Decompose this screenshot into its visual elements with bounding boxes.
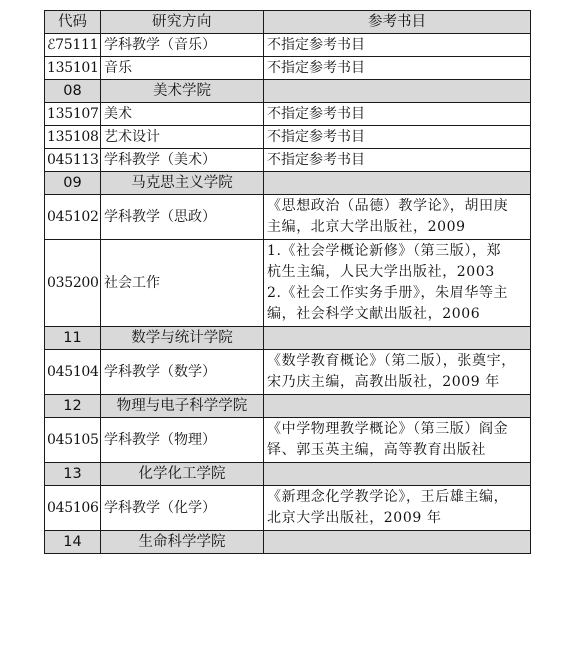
header-code: 代码 bbox=[45, 11, 101, 34]
reference-line: 《中学物理教学概论》（第三版）阎金 bbox=[267, 421, 509, 437]
reference-line: 杭生主编，人民大学出版社，2003 bbox=[267, 264, 495, 280]
reference-line: 铎、郭玉英主编，高等教育出版社 bbox=[267, 442, 486, 458]
section-empty-cell bbox=[264, 463, 531, 486]
catalog-body bbox=[45, 11, 531, 554]
program-code: 045104 bbox=[45, 350, 101, 395]
program-code: 035200 bbox=[45, 240, 101, 327]
reference-line: 主编，北京大学出版社，2009 bbox=[267, 219, 466, 235]
section-empty-cell bbox=[264, 80, 531, 103]
reference-line: 编，社会科学文献出版社，2006 bbox=[267, 306, 481, 322]
section-title: 数学与统计学院 bbox=[101, 327, 264, 350]
section-header-row bbox=[45, 80, 531, 103]
section-empty-cell bbox=[264, 395, 531, 418]
section-title: 化学化工学院 bbox=[101, 463, 264, 486]
reference-books bbox=[264, 486, 531, 531]
research-direction: 学科教学（思政） bbox=[101, 195, 264, 240]
reference-books bbox=[264, 149, 531, 172]
reference-books bbox=[264, 103, 531, 126]
research-direction: 学科教学（化学） bbox=[101, 486, 264, 531]
reference-line: 1.《社会学概论新修》（第三版），郑 bbox=[267, 243, 502, 259]
table-row bbox=[45, 149, 531, 172]
section-code: 12 bbox=[45, 395, 101, 418]
section-title: 物理与电子科学学院 bbox=[101, 395, 264, 418]
section-code: 11 bbox=[45, 327, 101, 350]
program-code: 045113 bbox=[45, 149, 101, 172]
program-code: ℰ75111 bbox=[45, 34, 101, 57]
table-row bbox=[45, 195, 531, 240]
research-direction: 学科教学（音乐） bbox=[101, 34, 264, 57]
research-direction: 学科教学（数学） bbox=[101, 350, 264, 395]
reference-catalog-table bbox=[44, 10, 531, 554]
research-direction: 社会工作 bbox=[101, 240, 264, 327]
section-empty-cell bbox=[264, 531, 531, 554]
reference-line: 不指定参考书目 bbox=[267, 37, 365, 53]
reference-line: 《思想政治（品德）教学论》，胡田庚 bbox=[267, 198, 509, 214]
reference-books bbox=[264, 57, 531, 80]
section-empty-cell bbox=[264, 327, 531, 350]
reference-line: 北京大学出版社，2009 年 bbox=[267, 510, 442, 526]
reference-line: 不指定参考书目 bbox=[267, 60, 365, 76]
program-code: 045105 bbox=[45, 418, 101, 463]
program-code: 045102 bbox=[45, 195, 101, 240]
reference-books bbox=[264, 34, 531, 57]
research-direction: 学科教学（物理） bbox=[101, 418, 264, 463]
reference-line: 宋乃庆主编，高教出版社，2009 年 bbox=[267, 374, 500, 390]
section-title: 生命科学学院 bbox=[101, 531, 264, 554]
section-header-row bbox=[45, 327, 531, 350]
research-direction: 美术 bbox=[101, 103, 264, 126]
reference-line: 不指定参考书目 bbox=[267, 106, 365, 122]
reference-line: 不指定参考书目 bbox=[267, 152, 365, 168]
section-header-row bbox=[45, 172, 531, 195]
reference-books bbox=[264, 418, 531, 463]
reference-books bbox=[264, 195, 531, 240]
program-code: 135101 bbox=[45, 57, 101, 80]
reference-line: 《新理念化学教学论》，王后雄主编， bbox=[267, 489, 509, 505]
section-code: 13 bbox=[45, 463, 101, 486]
section-header-row bbox=[45, 395, 531, 418]
section-code: 08 bbox=[45, 80, 101, 103]
program-code: 045106 bbox=[45, 486, 101, 531]
section-code: 14 bbox=[45, 531, 101, 554]
section-code: 09 bbox=[45, 172, 101, 195]
section-title: 美术学院 bbox=[101, 80, 264, 103]
table-row bbox=[45, 57, 531, 80]
section-title: 马克思主义学院 bbox=[101, 172, 264, 195]
program-code: 135107 bbox=[45, 103, 101, 126]
table-row bbox=[45, 126, 531, 149]
table-row bbox=[45, 418, 531, 463]
section-header-row bbox=[45, 463, 531, 486]
research-direction: 艺术设计 bbox=[101, 126, 264, 149]
reference-books bbox=[264, 240, 531, 327]
program-code: 135108 bbox=[45, 126, 101, 149]
reference-line: 2.《社会工作实务手册》，朱眉华等主 bbox=[267, 285, 509, 301]
table-row bbox=[45, 350, 531, 395]
header-direction: 研究方向 bbox=[101, 11, 264, 34]
table-header-row bbox=[45, 11, 531, 34]
reference-line: 不指定参考书目 bbox=[267, 129, 365, 145]
table-row bbox=[45, 486, 531, 531]
reference-line: 《数学教育概论》（第二版），张奠宇， bbox=[267, 353, 516, 369]
table-row bbox=[45, 103, 531, 126]
research-direction: 学科教学（美术） bbox=[101, 149, 264, 172]
header-reference: 参考书目 bbox=[264, 11, 531, 34]
table-row bbox=[45, 34, 531, 57]
reference-books bbox=[264, 126, 531, 149]
table-row bbox=[45, 240, 531, 327]
research-direction: 音乐 bbox=[101, 57, 264, 80]
section-header-row bbox=[45, 531, 531, 554]
reference-books bbox=[264, 350, 531, 395]
section-empty-cell bbox=[264, 172, 531, 195]
